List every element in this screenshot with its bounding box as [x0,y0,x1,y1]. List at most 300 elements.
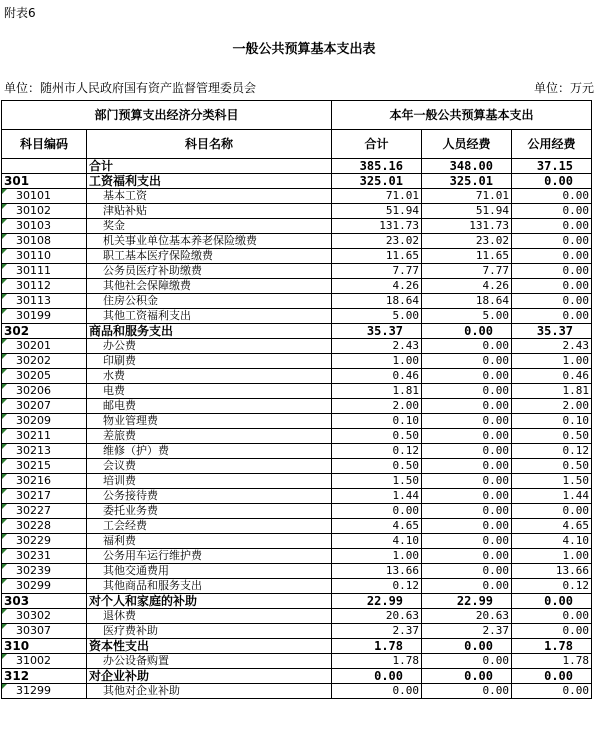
row-personnel [422,489,512,504]
row-personnel-text: 5.00 [482,309,510,322]
row-code-text: 30103 [16,219,51,232]
row-total [332,264,422,279]
row-total [332,609,422,624]
row-public [512,174,592,189]
row-code [2,189,87,204]
row-code [2,684,87,699]
row-code-text: 30111 [16,264,51,277]
row-personnel-text: 0.00 [482,654,510,667]
row-personnel [422,474,512,489]
row-code [2,399,87,414]
table-row [2,339,592,354]
row-total-text: 18.64 [385,294,420,307]
row-public-text: 2.43 [562,339,590,352]
row-total-text: 4.65 [392,519,420,532]
table-row [2,639,592,654]
row-total-text: 2.00 [392,399,420,412]
row-total-text: 0.00 [392,684,420,697]
row-total [332,294,422,309]
row-public [512,564,592,579]
row-total-text: 13.66 [385,564,420,577]
row-code [2,279,87,294]
row-public [512,369,592,384]
row-name-text: 退休费 [103,609,136,622]
table-row [2,414,592,429]
row-name [87,189,332,204]
row-personnel [422,519,512,534]
row-public [512,444,592,459]
table-row [2,264,592,279]
row-code [2,459,87,474]
row-total [332,249,422,264]
row-name [87,354,332,369]
cell-marker-icon [2,609,7,614]
row-public-text: 0.00 [562,624,590,637]
row-personnel [422,429,512,444]
row-code-text: 30229 [16,534,51,547]
cell-marker-icon [2,504,7,509]
row-total [332,399,422,414]
row-public [512,594,592,609]
row-name [87,564,332,579]
row-name [87,639,332,654]
cell-marker-icon [2,234,7,239]
row-public-text: 0.00 [562,309,590,322]
row-name-text: 水费 [103,369,125,382]
header-code: 科目编码 [2,130,87,159]
row-name [87,594,332,609]
row-personnel-text: 0.00 [482,564,510,577]
row-personnel [422,414,512,429]
row-personnel [422,159,512,174]
row-public [512,279,592,294]
row-public-text: 37.15 [536,159,574,173]
appendix-label: 附表6 [4,6,36,20]
header-column-row [2,130,592,159]
row-name [87,159,332,174]
row-code [2,594,87,609]
row-code [2,639,87,654]
row-public [512,519,592,534]
row-public-text: 1.78 [544,639,574,653]
cell-marker-icon [2,579,7,584]
row-code-text: 30228 [16,519,51,532]
row-name-text: 对企业补助 [89,669,150,683]
row-code-text: 301 [4,174,30,188]
row-public [512,654,592,669]
row-total-text: 71.01 [385,189,420,202]
row-code-text: 30216 [16,474,51,487]
row-total-text: 4.26 [392,279,420,292]
row-code [2,309,87,324]
row-public [512,384,592,399]
row-personnel-text: 131.73 [469,219,510,232]
row-personnel-text: 7.77 [482,264,510,277]
cell-marker-icon [2,264,7,269]
row-personnel [422,369,512,384]
row-code [2,429,87,444]
row-total-text: 2.43 [392,339,420,352]
table-row [2,249,592,264]
row-name-text: 工会经费 [103,519,147,532]
row-public-text: 0.00 [544,669,574,683]
row-total-text: 0.00 [374,669,404,683]
row-public [512,354,592,369]
row-name-text: 其他对企业补助 [103,684,180,697]
row-personnel-text: 4.26 [482,279,510,292]
row-code-text: 30110 [16,249,51,262]
row-public-text: 1.50 [562,474,590,487]
table-row [2,594,592,609]
row-code [2,369,87,384]
row-public [512,549,592,564]
row-total [332,579,422,594]
row-personnel-text: 0.00 [482,369,510,382]
row-total [332,414,422,429]
row-code [2,159,87,174]
table-row [2,234,592,249]
row-personnel-text: 0.00 [482,684,510,697]
row-total [332,309,422,324]
cell-marker-icon [2,279,7,284]
row-public [512,159,592,174]
row-total [332,234,422,249]
cell-marker-icon [2,219,7,224]
row-personnel [422,534,512,549]
row-public-text: 2.00 [562,399,590,412]
row-public [512,474,592,489]
row-name-text: 公务接待费 [103,489,158,502]
row-total-text: 0.00 [392,504,420,517]
table-row [2,654,592,669]
row-public-text: 0.00 [562,219,590,232]
row-code-text: 30201 [16,339,51,352]
row-code [2,624,87,639]
row-code [2,609,87,624]
row-personnel [422,459,512,474]
row-name [87,684,332,699]
row-public-text: 0.00 [562,684,590,697]
row-public-text: 0.00 [562,189,590,202]
row-code-text: 30207 [16,399,51,412]
row-code-text: 30202 [16,354,51,367]
row-public [512,324,592,339]
row-public-text: 1.78 [562,654,590,667]
row-total [332,279,422,294]
row-total [332,534,422,549]
row-name-text: 电费 [103,384,125,397]
row-personnel [422,174,512,189]
row-personnel [422,549,512,564]
row-public [512,219,592,234]
row-total [332,654,422,669]
cell-marker-icon [2,474,7,479]
row-name-text: 津贴补贴 [103,204,147,217]
row-public-text: 35.37 [536,324,574,338]
row-personnel-text: 11.65 [475,249,510,262]
row-code-text: 30239 [16,564,51,577]
row-total-text: 2.37 [392,624,420,637]
row-public-text: 0.00 [544,174,574,188]
row-total [332,489,422,504]
row-total-text: 325.01 [359,174,404,188]
row-total-text: 51.94 [385,204,420,217]
header-group-left: 部门预算支出经济分类科目 [2,101,332,130]
row-personnel [422,609,512,624]
row-personnel [422,249,512,264]
row-code-text: 30213 [16,444,51,457]
row-code [2,654,87,669]
table-row [2,294,592,309]
row-code-text: 30217 [16,489,51,502]
table-row [2,159,592,174]
row-public-text: 0.00 [562,204,590,217]
row-name-text: 公务员医疗补助缴费 [103,264,202,277]
row-personnel [422,594,512,609]
row-name-text: 印刷费 [103,354,136,367]
row-public [512,459,592,474]
row-total-text: 1.00 [392,549,420,562]
row-name [87,609,332,624]
row-personnel-text: 0.00 [482,579,510,592]
cell-marker-icon [2,369,7,374]
row-code-text: 30112 [16,279,51,292]
row-personnel-text: 325.01 [449,174,494,188]
row-name-text: 办公设备购置 [103,654,169,667]
row-public-text: 1.81 [562,384,590,397]
row-code-text: 30299 [16,579,51,592]
row-public [512,189,592,204]
row-total [332,219,422,234]
table-row [2,684,592,699]
row-public [512,579,592,594]
row-total [332,354,422,369]
row-name-text: 商品和服务支出 [89,324,174,338]
row-name-text: 其他工资福利支出 [103,309,191,322]
row-personnel-text: 22.99 [456,594,494,608]
cell-marker-icon [2,414,7,419]
table-row [2,459,592,474]
row-code [2,579,87,594]
row-name [87,249,332,264]
table-row [2,384,592,399]
row-personnel [422,624,512,639]
row-total-text: 1.00 [392,354,420,367]
row-name [87,384,332,399]
row-personnel [422,324,512,339]
row-name [87,294,332,309]
row-name-text: 公务用车运行维护费 [103,549,202,562]
row-personnel [422,639,512,654]
row-public [512,609,592,624]
cell-marker-icon [2,429,7,434]
cell-marker-icon [2,489,7,494]
row-personnel-text: 0.00 [482,519,510,532]
row-public [512,309,592,324]
cell-marker-icon [2,354,7,359]
row-name [87,234,332,249]
row-personnel-text: 0.00 [482,504,510,517]
row-total [332,339,422,354]
row-name-text: 其他交通费用 [103,564,169,577]
row-total [332,444,422,459]
cell-marker-icon [2,444,7,449]
row-total-text: 1.50 [392,474,420,487]
row-code-text: 30101 [16,189,51,202]
row-total [332,384,422,399]
row-personnel-text: 0.00 [482,489,510,502]
table-row [2,204,592,219]
row-name [87,474,332,489]
budget-table [1,100,592,699]
row-public-text: 0.00 [562,234,590,247]
row-code-text: 30302 [16,609,51,622]
row-total [332,429,422,444]
row-total-text: 0.50 [392,429,420,442]
row-name-text: 办公费 [103,339,136,352]
row-code [2,474,87,489]
row-code-text: 31002 [16,654,51,667]
row-name [87,174,332,189]
row-public-text: 1.00 [562,549,590,562]
table-row [2,564,592,579]
row-code-text: 30211 [16,429,51,442]
cell-marker-icon [2,624,7,629]
row-total-text: 35.37 [366,324,404,338]
cell-marker-icon [2,549,7,554]
row-public [512,294,592,309]
row-personnel [422,669,512,684]
row-name [87,369,332,384]
row-personnel [422,294,512,309]
row-name [87,624,332,639]
row-name [87,654,332,669]
row-name [87,264,332,279]
row-total [332,369,422,384]
row-personnel-text: 0.00 [482,339,510,352]
row-code-text: 30231 [16,549,51,562]
row-code [2,549,87,564]
row-total-text: 4.10 [392,534,420,547]
row-public-text: 0.10 [562,414,590,427]
row-name-text: 资本性支出 [89,639,150,653]
row-total-text: 1.78 [374,639,404,653]
header-personnel: 人员经费 [422,130,512,159]
row-public-text: 4.65 [562,519,590,532]
row-code [2,519,87,534]
row-public-text: 0.12 [562,444,590,457]
row-public-text: 0.50 [562,459,590,472]
header-total: 合计 [332,130,422,159]
row-code [2,444,87,459]
cell-marker-icon [2,309,7,314]
row-name [87,279,332,294]
row-public-text: 0.00 [562,279,590,292]
row-total [332,459,422,474]
row-code [2,384,87,399]
row-total-text: 22.99 [366,594,404,608]
row-personnel-text: 0.00 [482,429,510,442]
table-row [2,189,592,204]
row-total [332,684,422,699]
table-row [2,669,592,684]
row-personnel-text: 0.00 [482,414,510,427]
row-public [512,339,592,354]
row-public-text: 1.44 [562,489,590,502]
table-row [2,174,592,189]
row-code [2,489,87,504]
row-code-text: 30215 [16,459,51,472]
table-row [2,624,592,639]
row-total [332,204,422,219]
row-personnel [422,444,512,459]
row-total-text: 1.44 [392,489,420,502]
row-name-text: 维修（护）费 [103,444,169,457]
row-total [332,564,422,579]
row-total-text: 0.10 [392,414,420,427]
row-name-text: 工资福利支出 [89,174,162,188]
row-code [2,534,87,549]
row-public-text: 0.50 [562,429,590,442]
row-code [2,669,87,684]
row-public-text: 0.12 [562,579,590,592]
row-total [332,189,422,204]
row-code-text: 30227 [16,504,51,517]
row-public [512,399,592,414]
row-personnel [422,399,512,414]
row-name [87,444,332,459]
row-name-text: 基本工资 [103,189,147,202]
row-name-text: 邮电费 [103,399,136,412]
row-name-text: 物业管理费 [103,414,158,427]
cell-marker-icon [2,399,7,404]
row-personnel-text: 0.00 [482,384,510,397]
cell-marker-icon [2,654,7,659]
row-code-text: 303 [4,594,30,608]
row-total-text: 11.65 [385,249,420,262]
row-public [512,234,592,249]
row-name-text: 住房公积金 [103,294,158,307]
row-code-text: 30307 [16,624,51,637]
table-row [2,279,592,294]
unit-department: 单位：随州市人民政府国有资产监督管理委员会 [4,81,257,95]
row-name-text: 合计 [89,159,114,173]
row-name-text: 机关事业单位基本养老保险缴费 [103,234,257,247]
row-public-text: 0.00 [562,249,590,262]
row-name [87,399,332,414]
row-name [87,489,332,504]
row-total-text: 1.81 [392,384,420,397]
row-public [512,639,592,654]
row-total [332,549,422,564]
row-name-text: 其他商品和服务支出 [103,579,202,592]
table-row [2,219,592,234]
row-public [512,429,592,444]
row-name [87,459,332,474]
row-total-text: 0.12 [392,579,420,592]
row-code [2,504,87,519]
cell-marker-icon [2,459,7,464]
row-total-text: 20.63 [385,609,420,622]
cell-marker-icon [2,564,7,569]
row-public [512,624,592,639]
row-name-text: 其他社会保障缴费 [103,279,191,292]
row-name-text: 培训费 [103,474,136,487]
row-name-text: 会议费 [103,459,136,472]
header-group-row [2,101,592,130]
table-row [2,399,592,414]
row-personnel-text: 0.00 [482,474,510,487]
